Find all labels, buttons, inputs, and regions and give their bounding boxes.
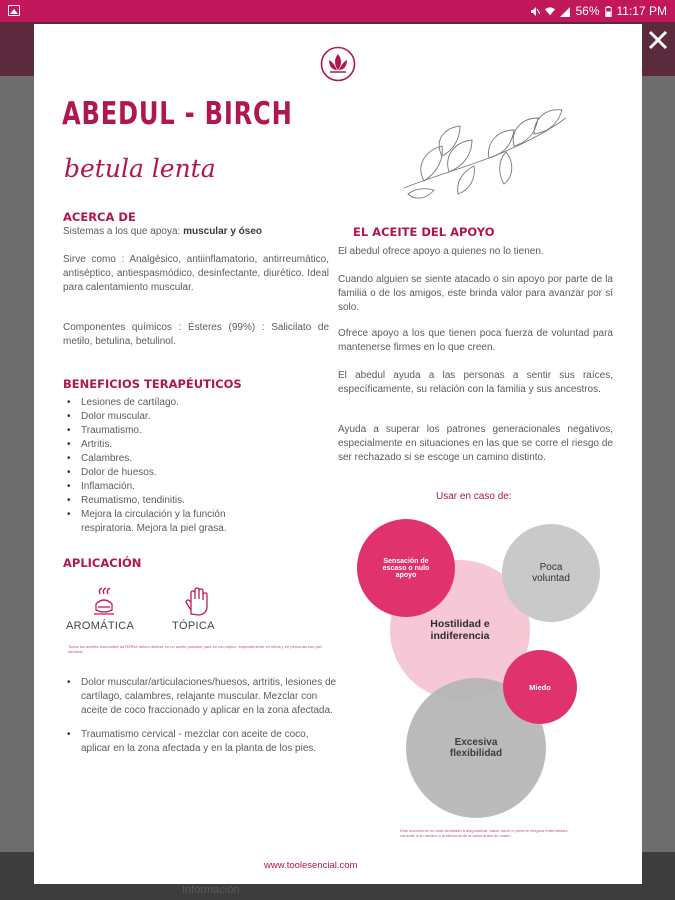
latin-name: betula lenta (64, 154, 216, 183)
signal-icon (560, 6, 570, 17)
beneficio-item: • Traumatismo. (63, 424, 279, 438)
beneficio-item: • Lesiones de cartílago. (63, 396, 279, 410)
beneficio-item: • Mejora la circulación y la función respiratoria. Mejora la piel grasa. (63, 508, 279, 536)
beneficio-item: • Inflamación. (63, 480, 279, 494)
bubble-sensacion-label: Sensación de escaso o nulo apoyo (382, 557, 430, 579)
bubble-miedo-label: Miedo (529, 682, 551, 692)
apoyo-paragraph-4: El abedul ayuda a las personas a sentir sus raíces, específicamente, su relación con la familia y sus ancestros. (338, 370, 613, 395)
uso-disclaimer: Este documento no está destinado a diagnosticar, tratar, curar o prevenir ninguna enfermedad; consulte a su médico o profesional de la salud antes de usarlo. (400, 828, 568, 838)
acerca-heading: ACERCA DE (63, 210, 136, 224)
document-image-viewer[interactable] (34, 24, 642, 884)
status-bar (0, 0, 675, 22)
diffuser-icon (90, 586, 118, 618)
bubble-hostilidad-label: Hostilidad e indiferencia (430, 618, 490, 642)
background-app-label: Información (182, 884, 240, 896)
close-icon[interactable] (646, 28, 670, 52)
systems-label: Sistemas a los que apoya: (63, 226, 184, 237)
wifi-icon (545, 6, 555, 17)
aplicacion-item: • Dolor muscular/articulaciones/huesos, artritis, lesiones de cartílago, calambres, relajante muscular. Mezclar con aceite de coco fraccionado y aplicar en la zona afectada. (63, 676, 337, 718)
lotus-logo-icon (320, 46, 356, 82)
apoyo-paragraph-5: Ayuda a superar los patrones generacionales negativos, especialmente en situaciones en las que se corre el riesgo de ser rechazado si se escoge un camino distinto. (338, 424, 613, 463)
apoyo-paragraph-3: Ofrece apoyo a los que tienen poca fuerza de voluntad para mantenerse firmes en lo que creen. (338, 328, 613, 353)
beneficios-list (63, 396, 279, 536)
clock: 11:17 PM (616, 4, 667, 18)
acerca-systems (63, 225, 313, 239)
bubble-flexibilidad-label: Excesiva flexibilidad (449, 737, 503, 759)
gallery-notification-icon (8, 5, 20, 16)
beneficio-item: • Calambres. (63, 452, 279, 466)
beneficio-item: • Dolor muscular. (63, 410, 279, 424)
topica-label: TÓPICA (172, 620, 215, 632)
aplicacion-fine-print: Todos los aceites esenciales doTERRA deben diluirse en un aceite portador para su uso tópico, especialmente en niños y en personas con piel sensible. (68, 644, 322, 654)
beneficio-item: • Reumatismo, tendinitis. (63, 494, 279, 508)
battery-percentage: 56% (575, 4, 600, 18)
uso-caption: Usar en caso de: (436, 491, 512, 502)
beneficio-item: • Artritis. (63, 438, 279, 452)
aplicacion-heading: APLICACIÓN (63, 556, 142, 570)
battery-icon (605, 6, 612, 17)
apoyo-paragraph-2: Cuando alguien se siente atacado o sin apoyo por parte de la familia o de los amigos, este brinda valor para avanzar por sí solo. (338, 274, 613, 313)
acerca-sirve: Sirve como : Analgésico, antiinflamatorio, antirreumático, antiséptico, antiespasmódico, desinfectante, diurético. Ideal para calentamiento muscular. (63, 254, 329, 293)
aplicacion-item: • Traumatismo cervical - mezclar con aceite de coco, aplicar en la zona afectada y en la planta de los pies. (63, 728, 337, 756)
bubble-miedo (503, 650, 577, 724)
apoyo-heading: EL ACEITE DEL APOYO (353, 225, 495, 239)
bubble-poca-voluntad-label: Poca voluntad (532, 562, 570, 584)
apoyo-paragraph-1: El abedul ofrece apoyo a quienes no lo tienen. (338, 246, 544, 257)
beneficios-heading: BENEFICIOS TERAPÉUTICOS (63, 377, 242, 391)
aromatica-label: AROMÁTICA (66, 620, 135, 632)
beneficio-item: • Dolor de huesos. (63, 466, 279, 480)
mute-icon (530, 6, 540, 17)
birch-leaves-illustration (394, 96, 574, 202)
status-bar-right (530, 3, 667, 19)
hand-icon (183, 586, 211, 618)
oil-title: ABEDUL - BIRCH (62, 96, 293, 132)
bubble-sensacion (357, 519, 455, 617)
acerca-componentes: Componentes químicos : Ésteres (99%) : Salicilato de metilo, betulina, betulinol. (63, 322, 329, 347)
website-link[interactable]: www.toolesencial.com (264, 860, 358, 871)
systems-value: muscular y óseo (183, 226, 262, 237)
aplicacion-list (63, 676, 337, 766)
bubble-poca-voluntad (502, 524, 600, 622)
